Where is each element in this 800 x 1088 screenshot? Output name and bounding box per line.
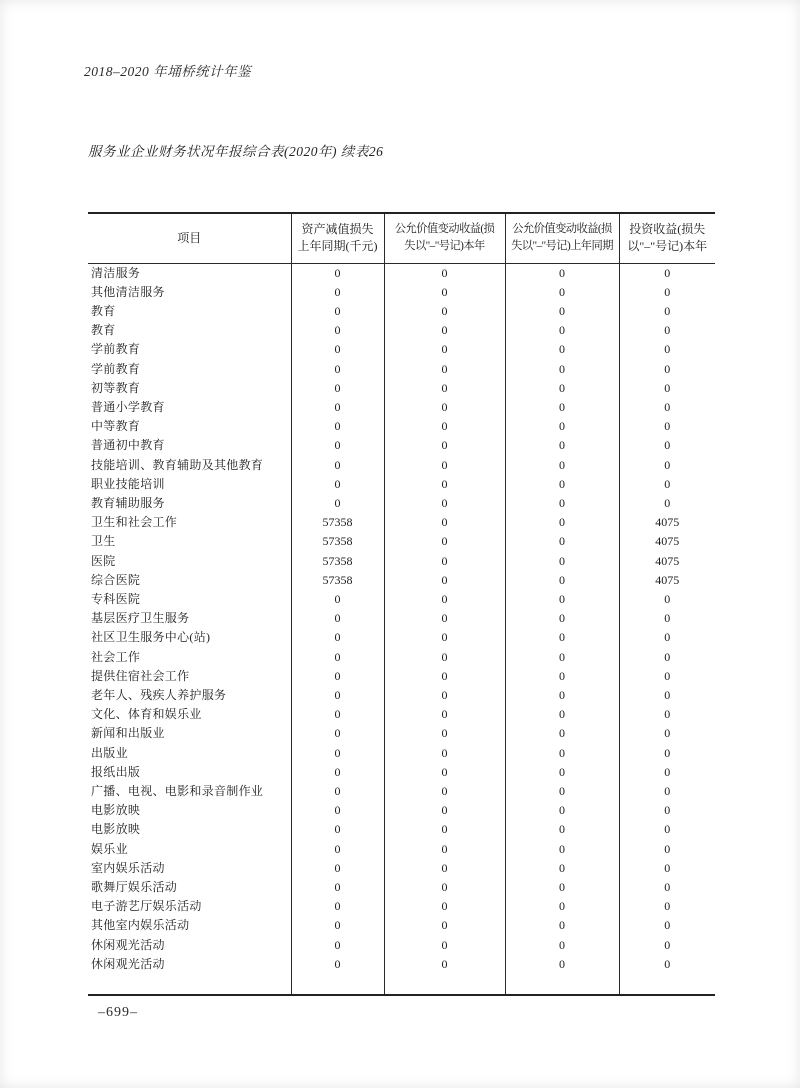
row-value: 0 bbox=[619, 724, 715, 743]
table-row bbox=[88, 878, 715, 897]
table-row bbox=[88, 456, 715, 475]
row-value: 0 bbox=[619, 667, 715, 686]
row-item-label: 休闲观光活动 bbox=[91, 956, 165, 971]
row-value: 0 bbox=[291, 859, 384, 878]
row-value: 0 bbox=[505, 494, 619, 513]
table-row bbox=[88, 648, 715, 667]
row-value: 0 bbox=[619, 283, 715, 302]
row-value: 0 bbox=[619, 955, 715, 974]
column-header-asset-impairment-loss bbox=[291, 213, 384, 263]
table-row bbox=[88, 724, 715, 743]
row-value: 0 bbox=[384, 456, 505, 475]
row-value: 0 bbox=[291, 782, 384, 801]
column-header-item bbox=[88, 213, 291, 263]
row-value: 0 bbox=[505, 379, 619, 398]
table-row bbox=[88, 840, 715, 859]
row-value: 0 bbox=[505, 878, 619, 897]
header-row bbox=[88, 213, 715, 263]
row-value: 0 bbox=[291, 398, 384, 417]
row-item-label: 休闲观光活动 bbox=[91, 937, 165, 952]
row-value: 0 bbox=[505, 763, 619, 782]
table-row bbox=[88, 340, 715, 359]
row-value: 0 bbox=[291, 936, 384, 955]
row-value: 0 bbox=[384, 686, 505, 705]
column-header-fair-value-gain-current-year bbox=[384, 213, 505, 263]
row-item-label: 教育 bbox=[91, 303, 116, 318]
row-item-label: 普通初中教育 bbox=[91, 438, 165, 453]
row-value: 0 bbox=[384, 571, 505, 590]
row-value: 0 bbox=[619, 590, 715, 609]
row-value: 0 bbox=[505, 801, 619, 820]
row-value: 0 bbox=[505, 321, 619, 340]
row-value: 0 bbox=[505, 456, 619, 475]
row-value: 0 bbox=[291, 705, 384, 724]
row-value: 0 bbox=[619, 417, 715, 436]
row-item-label: 清洁服务 bbox=[91, 265, 141, 280]
row-value: 0 bbox=[384, 494, 505, 513]
header-line: 公允价值变动收益(损 bbox=[512, 223, 612, 236]
row-value: 0 bbox=[291, 840, 384, 859]
row-value: 4075 bbox=[619, 571, 715, 590]
row-value: 0 bbox=[619, 801, 715, 820]
row-value: 0 bbox=[384, 667, 505, 686]
row-value: 57358 bbox=[291, 532, 384, 551]
row-value: 0 bbox=[291, 878, 384, 897]
row-value: 0 bbox=[291, 321, 384, 340]
table-row bbox=[88, 801, 715, 820]
row-value: 0 bbox=[619, 263, 715, 283]
table-row bbox=[88, 897, 715, 916]
spacer-row bbox=[88, 974, 715, 995]
column-header-investment-income bbox=[619, 213, 715, 263]
row-value: 0 bbox=[384, 840, 505, 859]
row-value: 0 bbox=[384, 263, 505, 283]
row-value: 0 bbox=[291, 590, 384, 609]
row-value: 0 bbox=[384, 321, 505, 340]
table-row bbox=[88, 590, 715, 609]
row-value: 0 bbox=[619, 340, 715, 359]
row-value: 0 bbox=[505, 916, 619, 935]
row-value: 0 bbox=[384, 436, 505, 455]
row-value: 0 bbox=[619, 321, 715, 340]
row-value: 0 bbox=[384, 936, 505, 955]
row-value: 4075 bbox=[619, 532, 715, 551]
row-value: 0 bbox=[291, 340, 384, 359]
table-row bbox=[88, 916, 715, 935]
row-value: 0 bbox=[505, 340, 619, 359]
row-value: 4075 bbox=[619, 552, 715, 571]
row-value: 0 bbox=[505, 955, 619, 974]
row-value: 0 bbox=[505, 936, 619, 955]
row-item-label: 卫生和社会工作 bbox=[91, 515, 178, 530]
row-value: 0 bbox=[619, 398, 715, 417]
row-value: 0 bbox=[384, 724, 505, 743]
row-value: 0 bbox=[384, 897, 505, 916]
row-item-label: 社会工作 bbox=[91, 649, 141, 664]
header-line: 投资收益(损失 bbox=[629, 222, 706, 237]
row-value: 0 bbox=[384, 552, 505, 571]
table-row bbox=[88, 494, 715, 513]
row-item-label: 学前教育 bbox=[91, 342, 141, 357]
table-row bbox=[88, 513, 715, 532]
row-value: 0 bbox=[619, 878, 715, 897]
row-value: 0 bbox=[505, 820, 619, 839]
table-row bbox=[88, 705, 715, 724]
row-value: 0 bbox=[291, 417, 384, 436]
row-value: 0 bbox=[384, 283, 505, 302]
row-value: 0 bbox=[384, 648, 505, 667]
table-row bbox=[88, 436, 715, 455]
row-value: 0 bbox=[505, 744, 619, 763]
row-value: 0 bbox=[291, 283, 384, 302]
table-row bbox=[88, 744, 715, 763]
table-row bbox=[88, 475, 715, 494]
row-value: 0 bbox=[619, 686, 715, 705]
row-item-label: 电影放映 bbox=[91, 822, 141, 837]
row-value: 0 bbox=[291, 763, 384, 782]
row-item-label: 其他清洁服务 bbox=[91, 284, 165, 299]
row-value: 0 bbox=[505, 283, 619, 302]
row-item-label: 歌舞厅娱乐活动 bbox=[91, 880, 178, 894]
row-value: 0 bbox=[619, 648, 715, 667]
table-row bbox=[88, 667, 715, 686]
row-value: 0 bbox=[505, 302, 619, 321]
row-value: 0 bbox=[291, 494, 384, 513]
row-value: 0 bbox=[291, 263, 384, 283]
row-item-label: 出版业 bbox=[91, 745, 128, 760]
row-value: 0 bbox=[384, 398, 505, 417]
table-body bbox=[88, 263, 715, 974]
row-value: 57358 bbox=[291, 513, 384, 532]
row-value: 0 bbox=[384, 590, 505, 609]
row-value: 0 bbox=[505, 360, 619, 379]
table-title: 服务业企业财务状况年报综合表(2020年) 续表26 bbox=[88, 144, 384, 159]
row-value: 0 bbox=[505, 705, 619, 724]
row-value: 0 bbox=[619, 360, 715, 379]
row-item-label: 教育辅助服务 bbox=[91, 495, 165, 510]
row-value: 0 bbox=[384, 379, 505, 398]
row-value: 0 bbox=[384, 782, 505, 801]
row-value: 0 bbox=[505, 398, 619, 417]
row-item-label: 职业技能培训 bbox=[91, 476, 165, 491]
row-item-label: 学前教育 bbox=[91, 361, 141, 376]
row-value: 0 bbox=[291, 436, 384, 455]
row-value: 57358 bbox=[291, 571, 384, 590]
row-value: 0 bbox=[619, 302, 715, 321]
row-value: 0 bbox=[619, 609, 715, 628]
table-row bbox=[88, 321, 715, 340]
row-value: 0 bbox=[505, 552, 619, 571]
row-item-label: 娱乐业 bbox=[91, 841, 128, 856]
row-value: 0 bbox=[384, 705, 505, 724]
row-value: 0 bbox=[384, 513, 505, 532]
row-item-label: 其他室内娱乐活动 bbox=[91, 918, 190, 933]
page-number: –699– bbox=[98, 1005, 138, 1020]
row-value: 0 bbox=[291, 820, 384, 839]
table-row bbox=[88, 782, 715, 801]
header-line: 资产减值损失 bbox=[301, 222, 374, 237]
row-item-label: 电子游艺厅娱乐活动 bbox=[91, 899, 202, 914]
row-value: 0 bbox=[384, 532, 505, 551]
row-value: 0 bbox=[291, 609, 384, 628]
row-value: 0 bbox=[505, 724, 619, 743]
row-item-label: 中等教育 bbox=[91, 419, 141, 434]
row-value: 0 bbox=[505, 475, 619, 494]
row-value: 0 bbox=[505, 263, 619, 283]
table-row bbox=[88, 398, 715, 417]
row-value: 0 bbox=[505, 417, 619, 436]
row-value: 0 bbox=[291, 801, 384, 820]
row-value: 0 bbox=[505, 840, 619, 859]
row-value: 0 bbox=[384, 302, 505, 321]
row-value: 0 bbox=[384, 360, 505, 379]
row-value: 0 bbox=[384, 417, 505, 436]
row-value: 0 bbox=[384, 916, 505, 935]
row-value: 0 bbox=[384, 340, 505, 359]
row-value: 0 bbox=[619, 436, 715, 455]
header-line: 失以"–"号记)本年 bbox=[404, 240, 485, 253]
row-value: 0 bbox=[384, 801, 505, 820]
row-value: 0 bbox=[291, 302, 384, 321]
row-value: 57358 bbox=[291, 552, 384, 571]
row-value: 0 bbox=[619, 705, 715, 724]
row-item-label: 提供住宿社会工作 bbox=[91, 668, 190, 683]
row-value: 0 bbox=[291, 475, 384, 494]
row-value: 0 bbox=[291, 667, 384, 686]
row-value: 0 bbox=[384, 744, 505, 763]
row-value: 0 bbox=[505, 436, 619, 455]
header-line: 项目 bbox=[177, 230, 202, 245]
table-row bbox=[88, 859, 715, 878]
row-value: 0 bbox=[384, 609, 505, 628]
table-row bbox=[88, 302, 715, 321]
table-row bbox=[88, 571, 715, 590]
table-row bbox=[88, 379, 715, 398]
row-item-label: 报纸出版 bbox=[91, 764, 141, 779]
table-row bbox=[88, 360, 715, 379]
row-item-label: 专科医院 bbox=[91, 591, 141, 606]
row-value: 0 bbox=[291, 744, 384, 763]
row-value: 0 bbox=[619, 475, 715, 494]
table-row bbox=[88, 763, 715, 782]
row-item-label: 老年人、残疾人养护服务 bbox=[91, 687, 227, 702]
table-row bbox=[88, 263, 715, 283]
yearbook-title: 2018–2020 年埇桥统计年鉴 bbox=[84, 64, 252, 79]
row-value: 0 bbox=[619, 456, 715, 475]
row-value: 0 bbox=[384, 820, 505, 839]
row-value: 0 bbox=[505, 609, 619, 628]
header-line: 公允价值变动收益(损 bbox=[394, 223, 495, 236]
row-value: 0 bbox=[619, 782, 715, 801]
row-item-label: 电影放映 bbox=[91, 803, 141, 818]
table-row bbox=[88, 686, 715, 705]
row-item-label: 新闻和出版业 bbox=[91, 726, 165, 741]
row-value: 0 bbox=[291, 897, 384, 916]
row-value: 0 bbox=[619, 379, 715, 398]
table-row bbox=[88, 955, 715, 974]
row-item-label: 医院 bbox=[91, 553, 116, 568]
row-value: 0 bbox=[384, 859, 505, 878]
row-value: 0 bbox=[505, 532, 619, 551]
row-value: 0 bbox=[291, 916, 384, 935]
row-item-label: 室内娱乐活动 bbox=[91, 860, 165, 875]
header-line: 失以"–"号记)上年同期 bbox=[511, 240, 613, 253]
row-value: 0 bbox=[505, 571, 619, 590]
row-item-label: 综合医院 bbox=[91, 572, 141, 587]
row-value: 0 bbox=[619, 916, 715, 935]
row-item-label: 普通小学教育 bbox=[91, 399, 165, 414]
row-value: 0 bbox=[291, 379, 384, 398]
column-header-fair-value-gain-prior-year bbox=[505, 213, 619, 263]
table-row bbox=[88, 417, 715, 436]
table-header bbox=[88, 213, 715, 263]
row-value: 0 bbox=[619, 859, 715, 878]
row-item-label: 文化、体育和娱乐业 bbox=[91, 707, 202, 722]
row-item-label: 卫生 bbox=[91, 534, 116, 549]
table-row bbox=[88, 532, 715, 551]
row-value: 0 bbox=[505, 686, 619, 705]
row-item-label: 教育 bbox=[91, 323, 116, 338]
row-value: 0 bbox=[291, 724, 384, 743]
row-value: 0 bbox=[505, 513, 619, 532]
row-value: 0 bbox=[505, 667, 619, 686]
row-value: 0 bbox=[384, 475, 505, 494]
row-value: 0 bbox=[619, 763, 715, 782]
row-value: 0 bbox=[291, 360, 384, 379]
row-value: 0 bbox=[291, 955, 384, 974]
row-value: 0 bbox=[384, 628, 505, 647]
row-value: 0 bbox=[619, 897, 715, 916]
row-value: 0 bbox=[619, 840, 715, 859]
table-footer-spacer bbox=[88, 974, 715, 995]
table-row bbox=[88, 283, 715, 302]
row-value: 0 bbox=[384, 878, 505, 897]
row-item-label: 广播、电视、电影和录音制作业 bbox=[91, 783, 264, 798]
header-line: 上年同期(千元) bbox=[297, 239, 378, 254]
row-value: 0 bbox=[291, 456, 384, 475]
row-value: 0 bbox=[505, 628, 619, 647]
row-value: 0 bbox=[291, 686, 384, 705]
row-value: 0 bbox=[291, 648, 384, 667]
row-value: 4075 bbox=[619, 513, 715, 532]
row-value: 0 bbox=[619, 494, 715, 513]
row-value: 0 bbox=[384, 763, 505, 782]
row-item-label: 初等教育 bbox=[91, 380, 141, 395]
row-value: 0 bbox=[619, 820, 715, 839]
row-value: 0 bbox=[619, 628, 715, 647]
table-row bbox=[88, 628, 715, 647]
financial-status-table bbox=[88, 212, 715, 996]
table-row bbox=[88, 609, 715, 628]
row-value: 0 bbox=[505, 782, 619, 801]
table-row bbox=[88, 820, 715, 839]
table-row bbox=[88, 552, 715, 571]
row-value: 0 bbox=[291, 628, 384, 647]
row-value: 0 bbox=[505, 859, 619, 878]
row-value: 0 bbox=[505, 897, 619, 916]
row-item-label: 基层医疗卫生服务 bbox=[91, 611, 190, 626]
header-line: 以"–"号记)本年 bbox=[627, 239, 708, 254]
row-value: 0 bbox=[384, 955, 505, 974]
table-row bbox=[88, 936, 715, 955]
row-value: 0 bbox=[505, 648, 619, 667]
row-item-label: 技能培训、教育辅助及其他教育 bbox=[91, 457, 264, 472]
row-value: 0 bbox=[619, 744, 715, 763]
row-value: 0 bbox=[505, 590, 619, 609]
row-value: 0 bbox=[619, 936, 715, 955]
row-item-label: 社区卫生服务中心(站) bbox=[91, 630, 211, 645]
